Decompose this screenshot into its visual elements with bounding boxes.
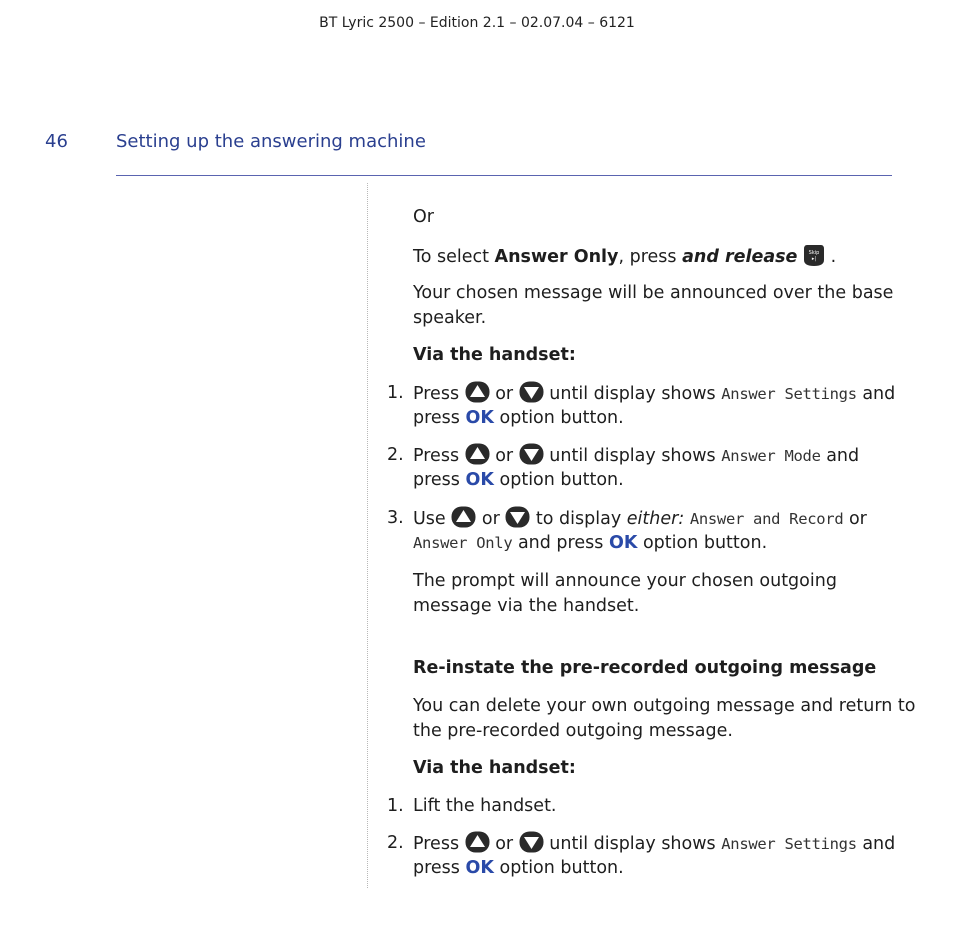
section-title: Setting up the answering machine [116, 131, 426, 152]
scroll-down-key-icon [519, 831, 544, 853]
svg-text:Skip: Skip [808, 250, 820, 256]
prompt-line-2: message via the handset. [413, 596, 640, 616]
text: Press [413, 834, 460, 854]
via-handset-heading: Via the handset: [413, 345, 576, 365]
either-label: either: [626, 509, 685, 529]
scroll-down-key-icon [505, 506, 530, 528]
page-header: BT Lyric 2500 – Edition 2.1 – 02.07.04 – 6121 [319, 15, 635, 31]
text: until display shows [549, 384, 716, 404]
answer-only-label: Answer Only [494, 247, 619, 267]
announce-line-1: Your chosen message will be announced over the base [413, 283, 894, 303]
scroll-up-key-icon [465, 443, 490, 465]
step-number: 1. [387, 383, 404, 403]
text: or [481, 509, 500, 529]
text: and press [517, 533, 604, 553]
display-text: Answer Settings [721, 385, 857, 403]
text: . [830, 247, 837, 267]
announce-line-2: speaker. [413, 308, 487, 328]
text: To select [413, 247, 495, 267]
scroll-up-key-icon [451, 506, 476, 528]
ok-label: OK [465, 408, 494, 428]
text: or [495, 384, 514, 404]
select-answer-only [413, 243, 836, 270]
text: press [413, 470, 460, 490]
text: and [862, 834, 896, 854]
text: until display shows [549, 446, 716, 466]
step-number: 3. [387, 508, 404, 528]
text: Press [413, 384, 460, 404]
scroll-up-key-icon [465, 831, 490, 853]
text: option button. [642, 533, 768, 553]
step-number: 1. [387, 796, 404, 816]
ok-label: OK [465, 858, 494, 878]
step-3-line-2 [413, 531, 767, 556]
reinstate-text-line-1: You can delete your own outgoing message and return to [413, 696, 916, 716]
reinstate-heading: Re-instate the pre-recorded outgoing message [413, 658, 877, 678]
step-b2-line-2 [413, 856, 624, 881]
step-1-line-1 [413, 381, 895, 407]
text: , press [618, 247, 683, 267]
step-1-line-2 [413, 406, 624, 431]
svg-text:▸|: ▸| [811, 256, 817, 262]
text: Use [413, 509, 446, 529]
step-3-line-1 [413, 506, 867, 532]
text: option button. [499, 858, 624, 878]
skip-key-icon [803, 243, 825, 267]
and-release-label: and release [682, 247, 798, 267]
text: Press [413, 446, 460, 466]
scroll-down-key-icon [519, 381, 544, 403]
text: option button. [499, 408, 624, 428]
or-text: Or [413, 207, 434, 227]
scroll-down-key-icon [519, 443, 544, 465]
display-text: Answer Settings [721, 835, 857, 853]
ok-label: OK [465, 470, 494, 490]
text: and [862, 384, 896, 404]
text: until display shows [549, 834, 716, 854]
display-text: Answer Only [413, 534, 513, 552]
text: and [826, 446, 860, 466]
ok-label: OK [608, 533, 638, 553]
scroll-up-key-icon [465, 381, 490, 403]
lift-handset-step: Lift the handset. [413, 796, 557, 816]
step-number: 2. [387, 833, 404, 853]
text: press [413, 858, 460, 878]
column-divider [367, 183, 368, 888]
prompt-line-1: The prompt will announce your chosen outgoing [413, 571, 837, 591]
reinstate-text-line-2: the pre-recorded outgoing message. [413, 721, 733, 741]
step-b2-line-1 [413, 831, 895, 857]
step-2-line-1 [413, 443, 859, 469]
text: press [413, 408, 460, 428]
text: to display [535, 509, 622, 529]
text: or [495, 446, 514, 466]
header-rule [116, 175, 892, 176]
text: or [495, 834, 514, 854]
display-text: Answer and Record [689, 510, 844, 528]
display-text: Answer Mode [721, 447, 821, 465]
step-2-line-2 [413, 468, 624, 493]
via-handset-heading-2: Via the handset: [413, 758, 576, 778]
page-number: 46 [45, 131, 68, 152]
step-number: 2. [387, 445, 404, 465]
text: or [848, 509, 867, 529]
text: option button. [499, 470, 624, 490]
